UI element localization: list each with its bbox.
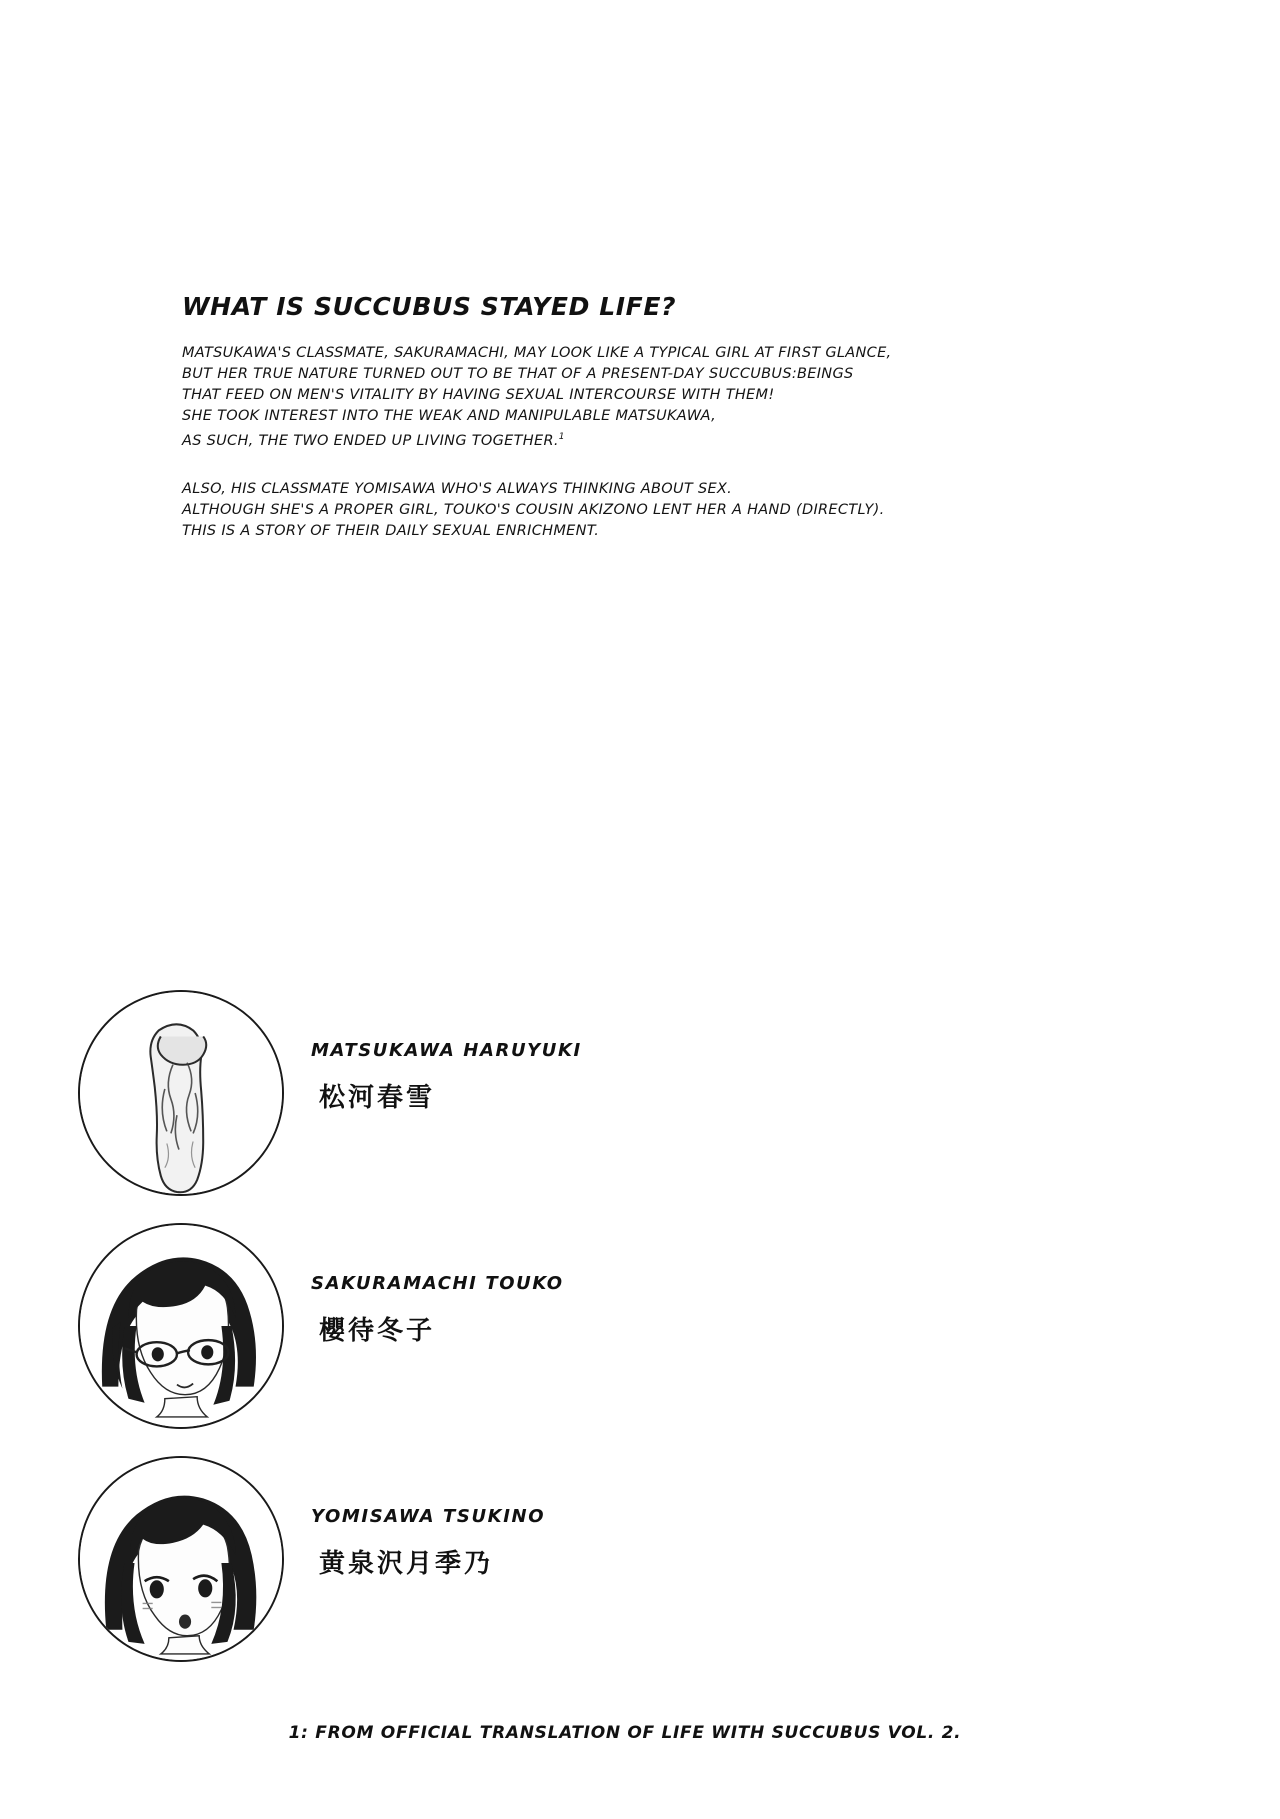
page-title: WHAT IS SUCCUBUS STAYED LIFE? xyxy=(182,292,677,321)
character-names xyxy=(311,1506,545,1580)
intro-line: SHE TOOK INTEREST INTO THE WEAK AND MANIPULABLE MATSUKAWA, xyxy=(182,408,717,424)
paragraph-spacer xyxy=(182,452,1082,479)
character-name-kanji: 櫻待冬子 xyxy=(319,1316,436,1346)
intro-line-text: AS SUCH, THE TWO ENDED UP LIVING TOGETHER. xyxy=(182,432,559,449)
character-entry xyxy=(78,1223,1078,1456)
intro-line: MATSUKAWA'S CLASSMATE, SAKURAMACHI, MAY LOOK LIKE A TYPICAL GIRL AT FIRST GLANCE, xyxy=(182,345,892,361)
footnote-text: 1: FROM OFFICIAL TRANSLATION OF LIFE WITH SUCCUBUS VOL. 2. xyxy=(288,1723,962,1743)
character-name-kanji: 松河春雪 xyxy=(319,1083,436,1113)
character-name-romaji: MATSUKAWA HARUYUKI xyxy=(311,1040,582,1061)
intro-line: ALSO, HIS CLASSMATE YOMISAWA WHO'S ALWAYS THINKING ABOUT SEX. xyxy=(182,480,733,497)
character-name-romaji: YOMISAWA TSUKINO xyxy=(311,1506,546,1527)
character-names xyxy=(311,1273,564,1347)
intro-line-with-footnote xyxy=(182,427,1082,452)
character-name-romaji: SAKURAMACHI TOUKO xyxy=(311,1273,564,1294)
portrait-sakuramachi xyxy=(78,1223,284,1429)
footnote-marker: 1 xyxy=(558,432,565,442)
character-list xyxy=(78,990,1078,1689)
intro-paragraph-2 xyxy=(182,479,1082,542)
intro-block xyxy=(182,292,1082,542)
portrait-yomisawa xyxy=(78,1456,284,1662)
intro-line: THIS IS A STORY OF THEIR DAILY SEXUAL ENRICHMENT. xyxy=(182,522,600,539)
character-name-kanji: 黄泉沢月季乃 xyxy=(319,1549,494,1579)
intro-line: ALTHOUGH SHE'S A PROPER GIRL, TOUKO'S COUSIN AKIZONO LENT HER A HAND (DIRECTLY). xyxy=(182,501,885,518)
character-entry xyxy=(78,1456,1078,1689)
portrait-matsukawa xyxy=(78,990,284,1196)
character-entry xyxy=(78,990,1078,1223)
intro-line: THAT FEED ON MEN'S VITALITY BY HAVING SEXUAL INTERCOURSE WITH THEM! xyxy=(182,387,775,403)
intro-line: BUT HER TRUE NATURE TURNED OUT TO BE THAT OF A PRESENT-DAY SUCCUBUS:BEINGS xyxy=(182,366,854,382)
character-names xyxy=(311,1040,582,1114)
intro-paragraph-1 xyxy=(182,343,1082,452)
